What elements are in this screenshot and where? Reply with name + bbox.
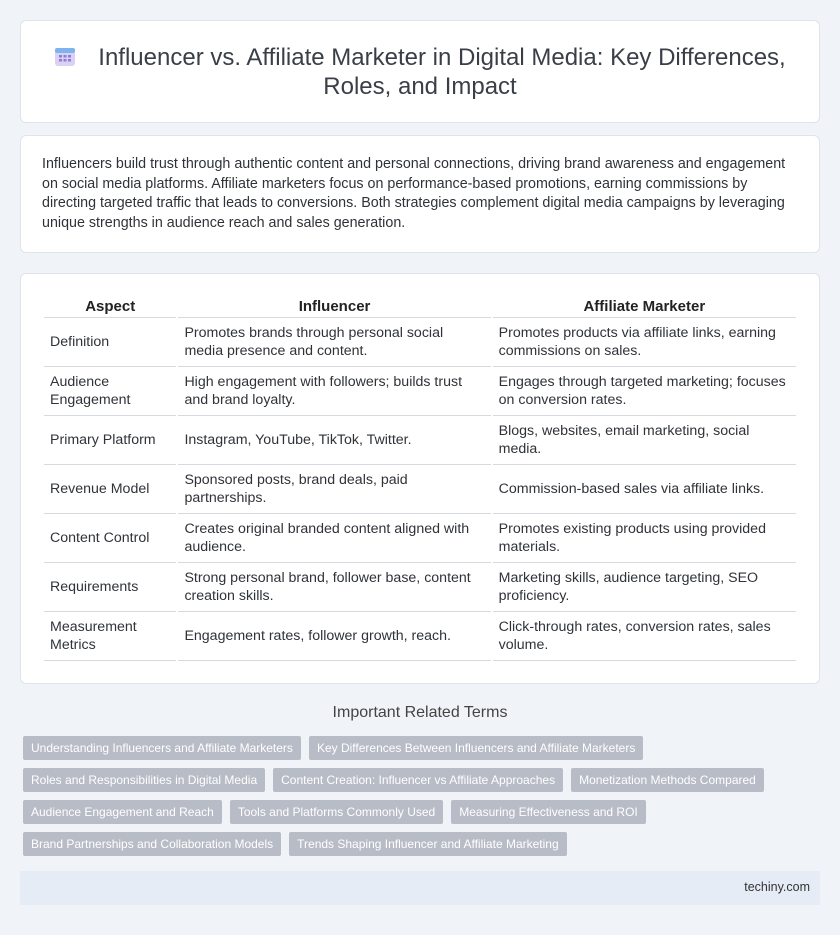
comparison-table-card xyxy=(20,273,820,684)
table-row xyxy=(44,416,796,465)
related-term-tag[interactable]: Brand Partnerships and Collaboration Models xyxy=(23,832,281,856)
aspect-cell: Requirements xyxy=(44,563,176,612)
tag-row xyxy=(23,832,783,856)
footer-site[interactable]: techiny.com xyxy=(744,880,810,894)
related-term-tag[interactable]: Monetization Methods Compared xyxy=(571,768,764,792)
aspect-cell: Revenue Model xyxy=(44,465,176,514)
intro-card xyxy=(20,135,820,253)
header-aspect: Aspect xyxy=(44,297,176,318)
aspect-cell: Audience Engagement xyxy=(44,367,176,416)
table-row xyxy=(44,318,796,367)
aspect-cell: Primary Platform xyxy=(44,416,176,465)
table-header-row xyxy=(44,297,796,318)
related-term-tag[interactable]: Key Differences Between Influencers and Affiliate Marketers xyxy=(309,736,643,760)
tag-row xyxy=(23,768,783,792)
affiliate-cell: Click-through rates, conversion rates, sales volume. xyxy=(493,612,796,661)
related-terms-heading: Important Related Terms xyxy=(332,704,508,721)
table-row xyxy=(44,465,796,514)
title-card xyxy=(20,20,820,123)
affiliate-cell: Engages through targeted marketing; focuses on conversion rates. xyxy=(493,367,796,416)
related-term-tag[interactable]: Roles and Responsibilities in Digital Media xyxy=(23,768,265,792)
affiliate-cell: Blogs, websites, email marketing, social media. xyxy=(493,416,796,465)
aspect-cell: Measurement Metrics xyxy=(44,612,176,661)
affiliate-cell: Promotes products via affiliate links, earning commissions on sales. xyxy=(493,318,796,367)
related-term-tag[interactable]: Understanding Influencers and Affiliate Marketers xyxy=(23,736,301,760)
header-affiliate-marketer: Affiliate Marketer xyxy=(493,297,796,318)
title-wrap xyxy=(21,43,819,101)
influencer-cell: Creates original branded content aligned with audience. xyxy=(178,514,490,563)
tag-row xyxy=(23,736,783,760)
aspect-cell: Definition xyxy=(44,318,176,367)
intro-paragraph: Influencers build trust through authentic content and personal connections, driving brand awareness and engagement on social media platforms. Affiliate marketers focus on performance-based promotions, earning commissions by directing targeted traffic that leads to conversions. Both strategies complement digital media campaigns by leveraging unique strengths in audience reach and sales generation. xyxy=(42,156,786,231)
footer xyxy=(20,871,820,905)
influencer-cell: Sponsored posts, brand deals, paid partnerships. xyxy=(178,465,490,514)
related-term-tag[interactable]: Tools and Platforms Commonly Used xyxy=(230,800,443,824)
table-row xyxy=(44,514,796,563)
related-term-tag[interactable]: Audience Engagement and Reach xyxy=(23,800,222,824)
influencer-cell: Instagram, YouTube, TikTok, Twitter. xyxy=(178,416,490,465)
influencer-cell: Promotes brands through personal social media presence and content. xyxy=(178,318,490,367)
calendar-icon xyxy=(54,45,76,67)
influencer-cell: High engagement with followers; builds trust and brand loyalty. xyxy=(178,367,490,416)
influencer-cell: Strong personal brand, follower base, content creation skills. xyxy=(178,563,490,612)
header-influencer: Influencer xyxy=(178,297,490,318)
table-row xyxy=(44,563,796,612)
related-terms-list xyxy=(23,736,783,864)
table-row xyxy=(44,367,796,416)
related-term-tag[interactable]: Trends Shaping Influencer and Affiliate Marketing xyxy=(289,832,567,856)
tag-row xyxy=(23,800,783,824)
influencer-cell: Engagement rates, follower growth, reach. xyxy=(178,612,490,661)
aspect-cell: Content Control xyxy=(44,514,176,563)
affiliate-cell: Promotes existing products using provided materials. xyxy=(493,514,796,563)
comparison-table xyxy=(42,297,798,661)
affiliate-cell: Commission-based sales via affiliate links. xyxy=(493,465,796,514)
related-term-tag[interactable]: Content Creation: Influencer vs Affiliate Approaches xyxy=(273,768,563,792)
related-term-tag[interactable]: Measuring Effectiveness and ROI xyxy=(451,800,646,824)
table-row xyxy=(44,612,796,661)
affiliate-cell: Marketing skills, audience targeting, SEO proficiency. xyxy=(493,563,796,612)
page-title: Influencer vs. Affiliate Marketer in Digital Media: Key Differences, Roles, and Impact xyxy=(98,44,786,100)
